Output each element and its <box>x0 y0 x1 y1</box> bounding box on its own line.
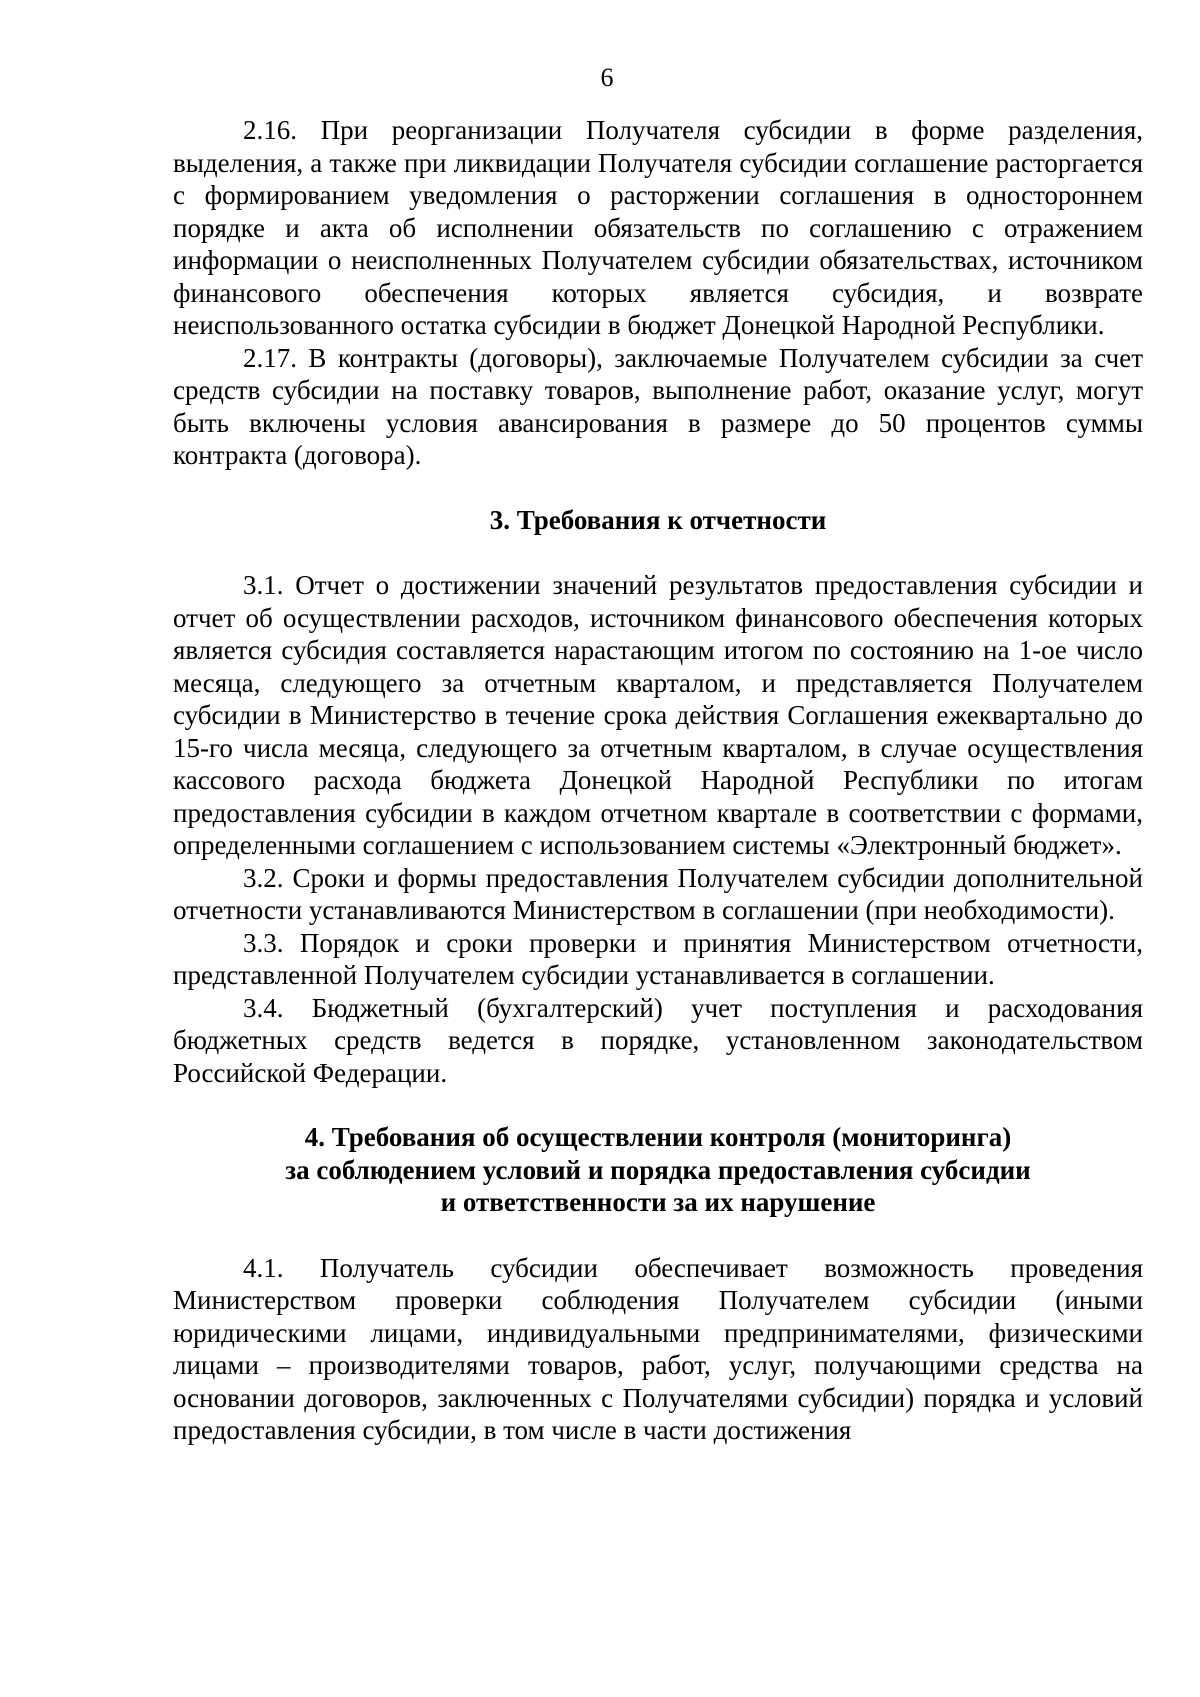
page-number: 6 <box>600 63 614 92</box>
section-heading-3: 3. Требования к отчетности <box>489 504 827 535</box>
section-heading-4 <box>173 1121 1143 1219</box>
section-heading-4-line: 4. Требования об осуществлении контроля (мониторинга) <box>304 1122 1012 1152</box>
paragraph-3-3: 3.3. Порядок и сроки проверки и принятия Министерством отчетности, представленной Получателем субсидии устанавливается в соглашении. <box>173 927 1143 990</box>
spacer <box>173 1219 1143 1252</box>
paragraph-2-16: 2.16. При реорганизации Получателя субсидии в форме разделения, выделения, а также при ликвидации Получателя субсидии соглашение расторгается с формированием уведомления о расторжении соглашения в одностороннем порядке и акта об исполнении обязательств по соглашению с отражением информации о неисполненных Получателем субсидии обязательствах, источником финансового обеспечения которых является субсидия, и возврате неиспользованного остатка субсидии в бюджет Донецкой Народной Республики. <box>173 115 1143 340</box>
spacer <box>173 1089 1143 1121</box>
paragraph-2-17: 2.17. В контракты (договоры), заключаемые Получателем субсидии за счет средств субсидии на поставку товаров, выполнение работ, оказание услуг, могут быть включены условия авансирования в размере до 50 процентов суммы контракта (договора). <box>173 342 1143 470</box>
paragraph-4-1: 4.1. Получатель субсидии обеспечивает возможность проведения Министерством проверки соблюдения Получателем субсидии (иными юридическими лицами, индивидуальными предпринимателями, физическими лицами – производителями товаров, работ, услуг, получающими средства на основании договоров, заключенных с Получателями субсидии) порядка и условий предоставления субсидии, в том числе в части достижения <box>173 1252 1143 1445</box>
paragraph-3-1: 3.1. Отчет о достижении значений результатов предоставления субсидии и отчет об осуществлении расходов, источником финансового обеспечения которых является субсидия составляется нарастающим итогом по состоянию на 1-ое число месяца, следующего за отчетным кварталом, и представляется Получателем субсидии в Министерство в течение срока действия Соглашения ежеквартально до 15-го числа месяца, следующего за отчетным кварталом, в случае осуществления кассового расхода бюджета Донецкой Народной Республики по итогам предоставления субсидии в каждом отчетном квартале в соответствии с формами, определенными соглашением с использованием системы «Электронный бюджет». <box>173 570 1143 860</box>
paragraph-3-2: 3.2. Сроки и формы предоставления Получателем субсидии дополнительной отчетности устанавливаются Министерством в соглашении (при необходимости). <box>173 862 1143 925</box>
section-heading-4-line: за соблюдением условий и порядка предоставления субсидии <box>285 1154 1031 1185</box>
spacer <box>173 536 1143 569</box>
paragraph-3-4: 3.4. Бюджетный (бухгалтерский) учет поступления и расходования бюджетных средств ведется в порядке, установленном законодательством Российской Федерации. <box>173 992 1143 1088</box>
section-heading-4-line: и ответственности за их нарушение <box>440 1187 876 1217</box>
document-body <box>173 114 1143 1447</box>
spacer <box>173 472 1143 504</box>
